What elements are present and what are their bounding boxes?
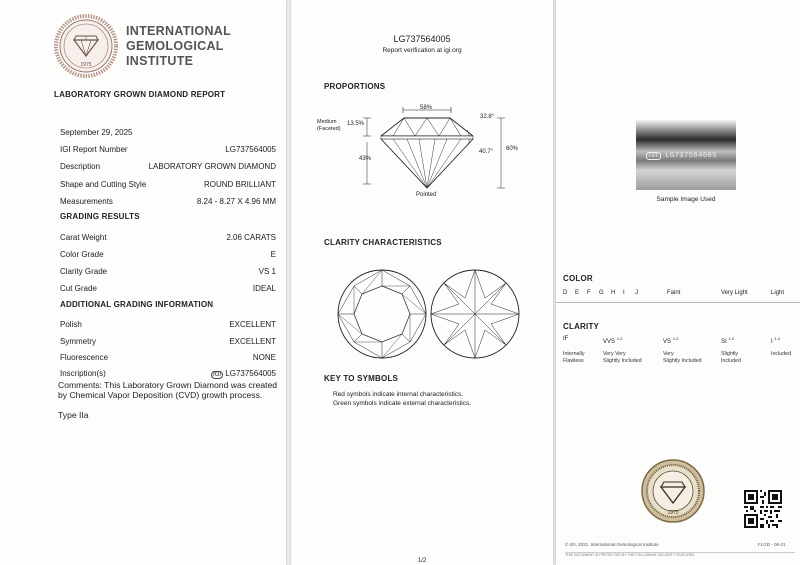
org-line-3: INSTITUTE bbox=[126, 54, 194, 68]
proportions-diagram bbox=[311, 100, 536, 205]
key-line-green: Green symbols indicate external characteristics. bbox=[333, 400, 472, 407]
clarity-grade-vvs: VVS $^{1-2}$ bbox=[603, 336, 623, 345]
grading-results-header: GRADING RESULTS bbox=[60, 212, 140, 221]
key-line-red: Red symbols indicate internal characteristics. bbox=[333, 391, 464, 398]
color-grade-g: G bbox=[599, 290, 604, 296]
pavilion-angle: 40.7° bbox=[479, 149, 494, 155]
color-term-very-light: Very Light bbox=[721, 290, 748, 296]
footer-copyright: © IGI, 2021. International Gemological Institute bbox=[565, 542, 659, 547]
report-row bbox=[60, 196, 278, 207]
row-label: Description bbox=[60, 162, 101, 171]
report-page-3 bbox=[556, 0, 800, 565]
pavilion-plot-diagram bbox=[429, 268, 521, 360]
row-value: EXCELLENT bbox=[229, 337, 276, 346]
report-row bbox=[60, 144, 278, 155]
total-depth: 60% bbox=[506, 146, 519, 152]
svg-text:1975: 1975 bbox=[80, 62, 92, 68]
color-term-faint: Faint bbox=[667, 290, 681, 296]
color-grade-j: J bbox=[635, 290, 638, 296]
additional-row bbox=[60, 336, 278, 347]
clarity-scale-header: CLARITY bbox=[563, 322, 600, 331]
row-label: Symmetry bbox=[60, 337, 96, 346]
row-label: Color Grade bbox=[60, 250, 104, 259]
row-label: Cut Grade bbox=[60, 284, 97, 293]
girdle-label-line-2: (Faceted) bbox=[317, 126, 341, 132]
girdle-label-line-1: Medium bbox=[317, 119, 337, 125]
svg-text:1975: 1975 bbox=[667, 510, 679, 516]
sample-caption: Sample Image Used bbox=[656, 196, 716, 203]
grading-row bbox=[60, 232, 278, 243]
color-scale-header: COLOR bbox=[563, 274, 593, 283]
report-row bbox=[60, 179, 278, 190]
row-label: Carat Weight bbox=[60, 233, 107, 242]
proportions-header: PROPORTIONS bbox=[324, 82, 386, 91]
additional-row bbox=[60, 319, 278, 330]
clarity-characteristics-header: CLARITY CHARACTERISTICS bbox=[324, 238, 442, 247]
pavilion-depth: 43% bbox=[359, 156, 372, 162]
footer-code: FLGD - 06-21 bbox=[758, 542, 786, 547]
color-grade-i: I bbox=[623, 290, 625, 296]
color-grade-d: D bbox=[563, 290, 568, 296]
report-title: LABORATORY GROWN DIAMOND REPORT bbox=[54, 90, 226, 99]
table-percent: 58% bbox=[420, 105, 433, 111]
key-to-symbols-header: KEY TO SYMBOLS bbox=[324, 374, 399, 383]
clarity-grade-si: SI $^{1-2}$ bbox=[721, 336, 735, 345]
row-value: ROUND BRILLIANT bbox=[203, 180, 276, 189]
additional-grading-header: ADDITIONAL GRADING INFORMATION bbox=[60, 300, 214, 309]
inscription-number: LG737564005 bbox=[225, 369, 276, 378]
report-number: LG737564005 bbox=[393, 34, 451, 44]
igi-gold-seal bbox=[640, 458, 706, 524]
igi-seal-logo bbox=[54, 14, 118, 78]
inscription-row bbox=[60, 368, 278, 379]
clarity-desc-vs: Very Slightly Included bbox=[663, 351, 702, 364]
clarity-desc-if: Internally Flawless bbox=[563, 351, 585, 364]
clarity-scale bbox=[563, 336, 799, 346]
report-row bbox=[60, 161, 278, 172]
color-grade-f: F bbox=[587, 290, 591, 296]
color-grade-h: H bbox=[611, 290, 616, 296]
verification-text: Report verification at igi.org bbox=[382, 47, 462, 54]
row-value: 8.24 - 8.27 X 4.96 MM bbox=[196, 197, 276, 206]
sample-inscription-text: LG737564005 bbox=[665, 152, 717, 160]
crown-height: 13.5% bbox=[347, 121, 365, 127]
row-label: Shape and Cutting Style bbox=[60, 180, 147, 189]
grading-row bbox=[60, 249, 278, 260]
row-value: NONE bbox=[252, 353, 276, 362]
clarity-descriptions bbox=[563, 351, 799, 367]
row-value: VS 1 bbox=[258, 267, 276, 276]
grading-row bbox=[60, 266, 278, 277]
igi-mark-icon: IGI bbox=[213, 372, 222, 378]
security-fine-print: THIS DOCUMENT IS PROTECTED BY THE FOLLOWING SECURITY FEATURES bbox=[565, 552, 795, 561]
color-scale bbox=[563, 290, 799, 299]
girdle-label bbox=[317, 119, 341, 133]
row-value: 2.06 CARATS bbox=[226, 233, 276, 242]
clarity-grade-i: I $^{1-2}$ bbox=[771, 336, 781, 345]
culet-label: Pointed bbox=[416, 192, 437, 198]
qr-code-icon bbox=[744, 490, 782, 528]
row-value: IDEAL bbox=[252, 284, 276, 293]
row-value: LG737564005 bbox=[225, 145, 276, 154]
additional-row bbox=[60, 352, 278, 363]
clarity-desc-vvs: Very Very Slightly Included bbox=[603, 351, 642, 364]
color-grade-e: E bbox=[575, 290, 580, 296]
igi-mark-icon: IGI bbox=[648, 153, 659, 159]
sample-image bbox=[636, 120, 736, 190]
row-label: Polish bbox=[60, 320, 82, 329]
type-line: Type IIa bbox=[58, 410, 89, 420]
row-label: Fluorescence bbox=[60, 353, 109, 362]
clarity-desc-i: Included bbox=[771, 351, 792, 357]
crown-angle: 32.8° bbox=[480, 114, 495, 120]
org-name bbox=[126, 24, 231, 69]
page-number: 1/2 bbox=[417, 558, 427, 564]
comments-text: Comments: This Laboratory Grown Diamond was created by Chemical Vapor Deposition (CVD) growth process. bbox=[58, 380, 278, 400]
sample-inscription bbox=[646, 152, 717, 160]
row-value: E bbox=[270, 250, 276, 259]
report-date: September 29, 2025 bbox=[60, 128, 133, 137]
color-term-light: Light bbox=[771, 290, 785, 296]
report-page-1 bbox=[0, 0, 286, 565]
row-label: Measurements bbox=[60, 197, 113, 206]
clarity-grade-if: IF bbox=[563, 336, 569, 342]
clarity-desc-si: Slightly Included bbox=[721, 351, 742, 364]
row-label: Clarity Grade bbox=[60, 267, 108, 276]
inscription-label: Inscription(s) bbox=[60, 369, 106, 378]
color-scale-divider bbox=[556, 302, 800, 303]
row-value: LABORATORY GROWN DIAMOND bbox=[148, 162, 276, 171]
crown-plot-diagram bbox=[336, 268, 428, 360]
clarity-grade-vs: VS $^{1-2}$ bbox=[663, 336, 679, 345]
report-page-2 bbox=[291, 0, 553, 565]
grading-row bbox=[60, 283, 278, 294]
org-line-1: INTERNATIONAL bbox=[126, 24, 232, 38]
row-value: EXCELLENT bbox=[229, 320, 276, 329]
row-label: IGI Report Number bbox=[60, 145, 128, 154]
org-line-2: GEMOLOGICAL bbox=[126, 39, 224, 53]
